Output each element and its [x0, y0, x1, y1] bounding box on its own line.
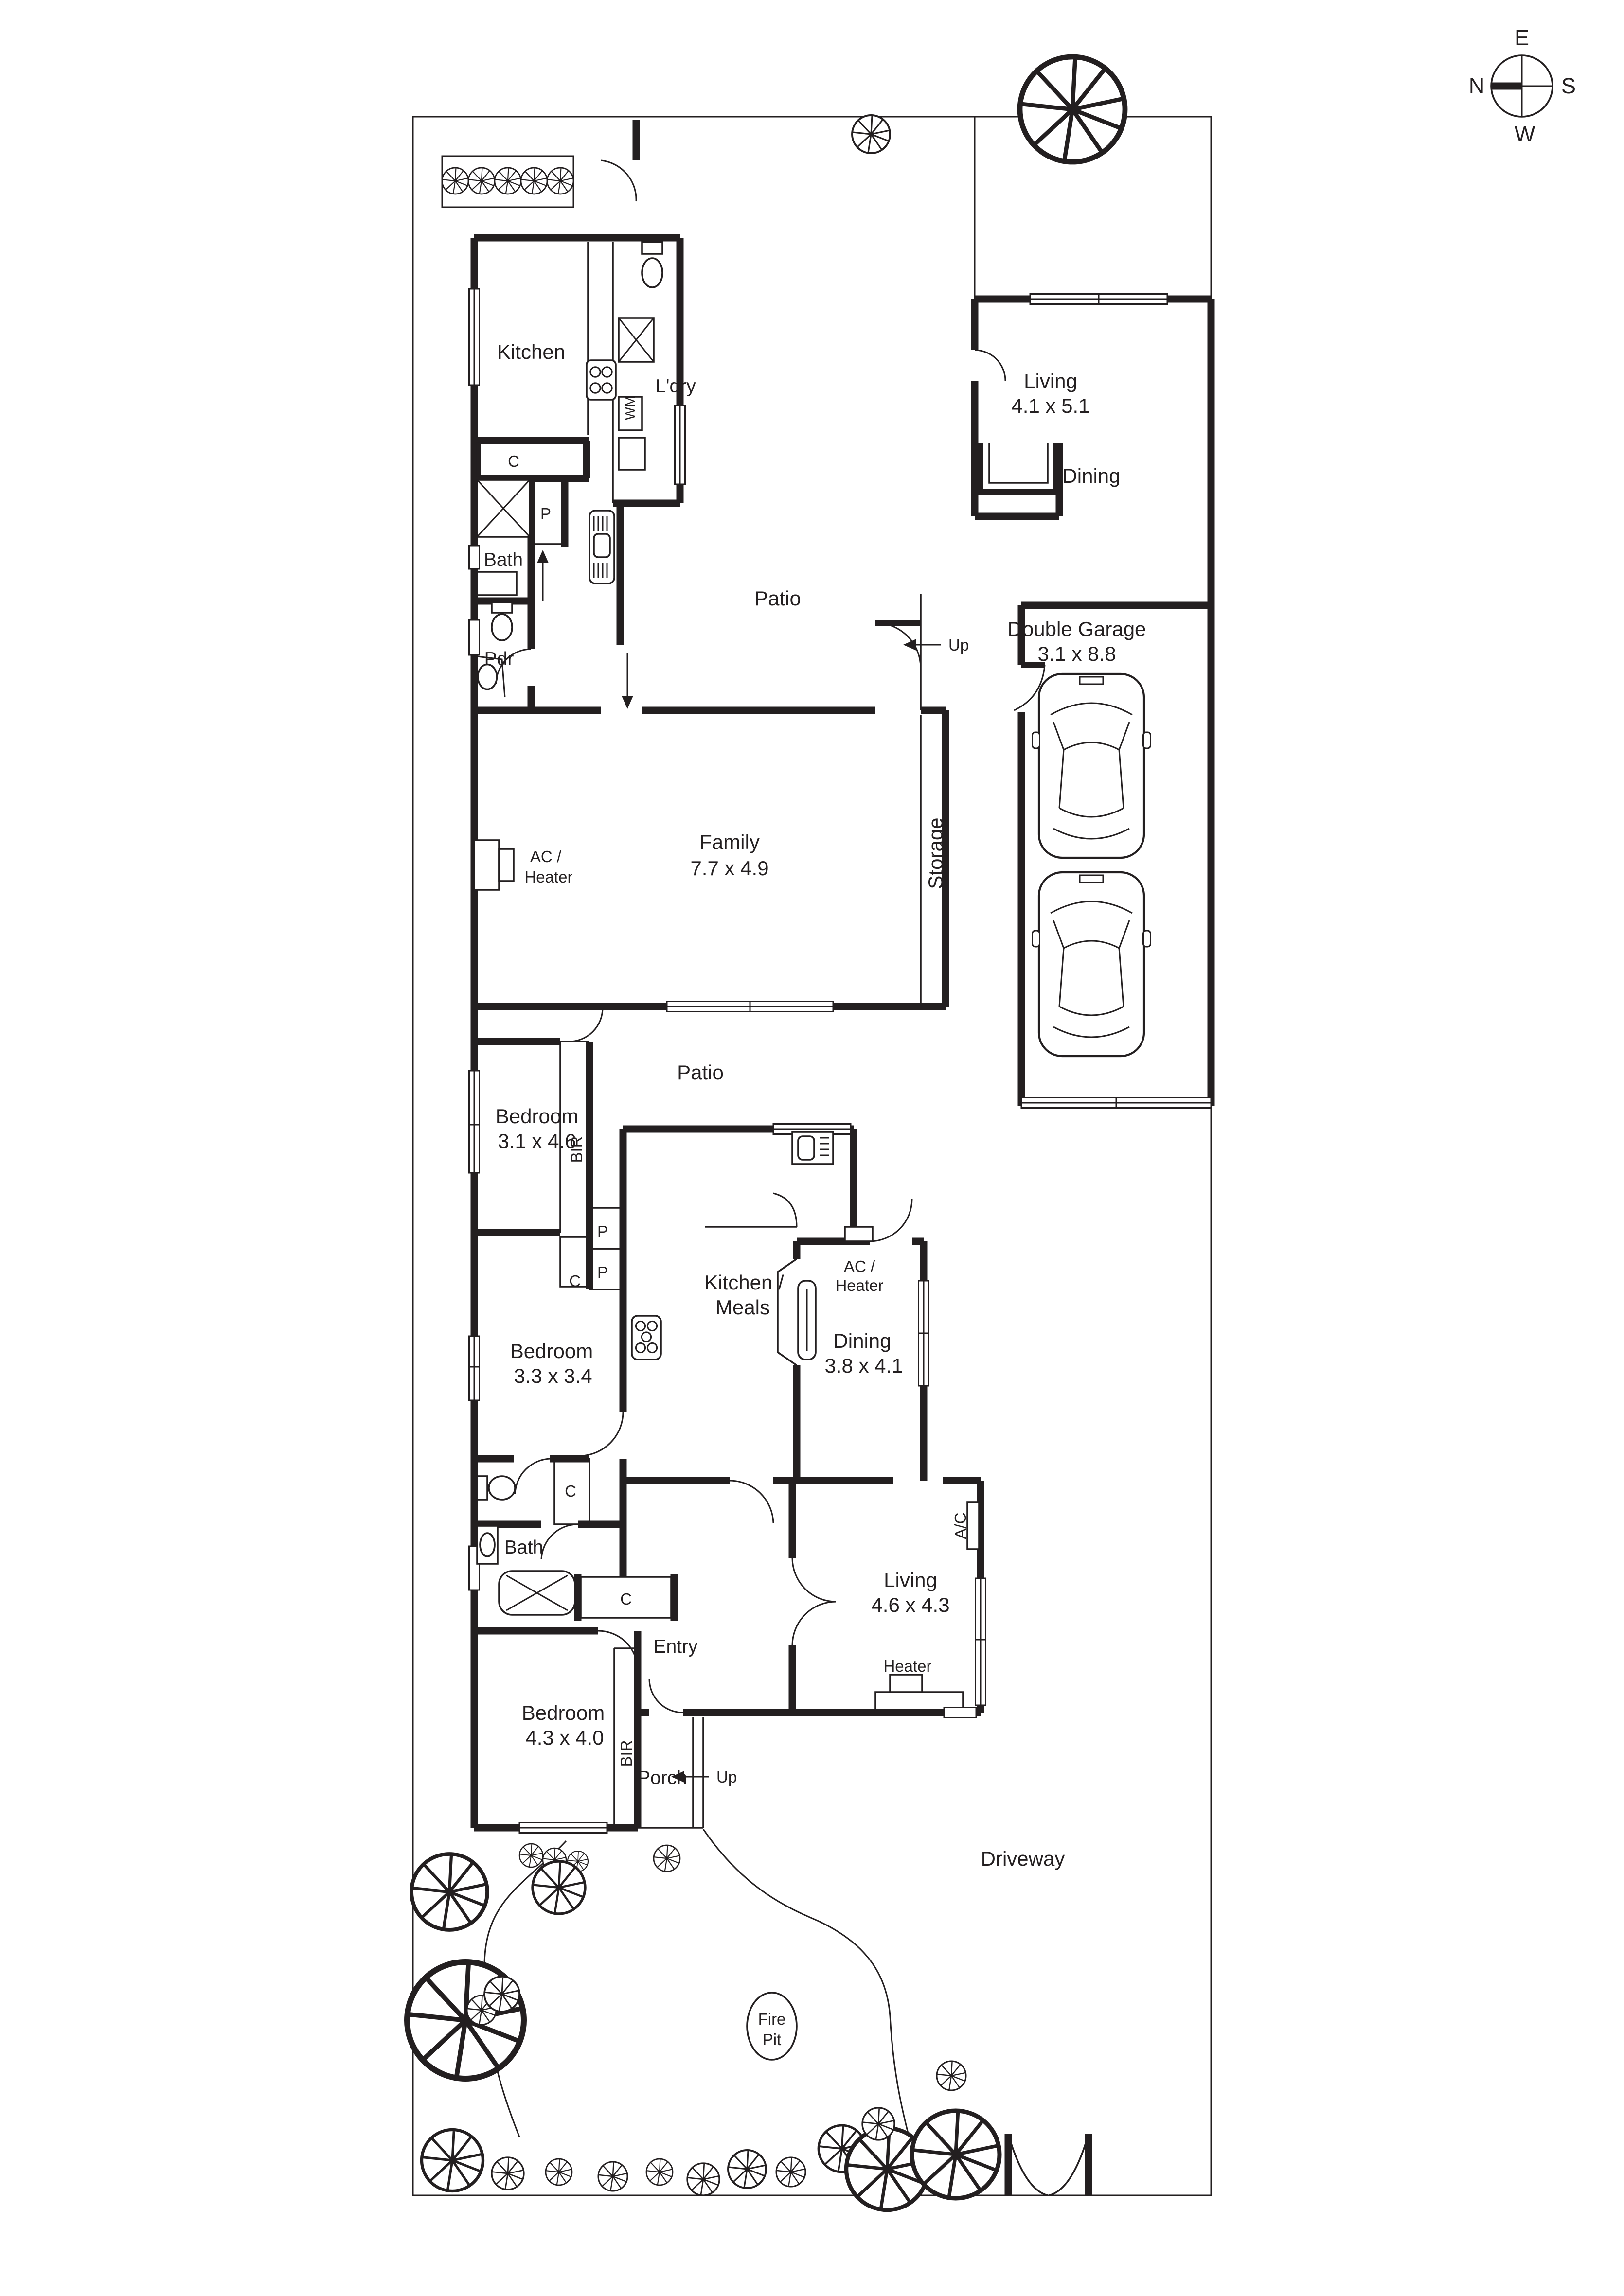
bbq-bench-icon [589, 511, 614, 583]
shrub-icon [442, 168, 468, 194]
bedroom1-label: Bedroom [495, 1105, 579, 1128]
shrub-icon [495, 168, 521, 194]
laundry-label: L'dry [655, 376, 696, 397]
kitchen-label: Kitchen [497, 340, 566, 363]
living-flat-dims: 4.1 x 5.1 [1011, 394, 1090, 417]
room-labels [484, 340, 1146, 2049]
toilet-icon [477, 1476, 515, 1500]
dining-main-label: Dining [833, 1329, 892, 1352]
door-arcs [496, 350, 1045, 1713]
compass-east-label: E [1514, 25, 1530, 51]
shrub-icon [468, 168, 495, 194]
shrub-icon [687, 2163, 719, 2195]
bedroom2-dims: 3.3 x 3.4 [514, 1364, 592, 1387]
pantry-label: P [540, 505, 552, 523]
shrub-icon [484, 1977, 519, 2012]
compass-south-label: S [1561, 73, 1576, 98]
rear-gate [601, 120, 636, 201]
bedroom3-label: Bedroom [521, 1701, 605, 1724]
shrub-icon [492, 2157, 524, 2190]
bir2-label: BIR [617, 1740, 636, 1767]
vanity-icon [477, 572, 517, 595]
living-main-label: Living [884, 1569, 937, 1591]
kitchen-meals-line2: Meals [715, 1296, 770, 1319]
driveway-gate [1008, 2134, 1089, 2195]
toilet-icon [642, 242, 662, 287]
car-icon [1033, 674, 1151, 858]
ac-heater-dining-line1: AC / [843, 1257, 875, 1275]
shrub-icon [519, 1844, 543, 1867]
shrub-icon [546, 2159, 572, 2185]
shower-icon [477, 480, 530, 537]
compass [1469, 25, 1576, 146]
bedroom2-label: Bedroom [510, 1340, 593, 1362]
heater-living-label: Heater [883, 1657, 932, 1675]
shrub-icon [862, 2108, 894, 2140]
ac-heater-family-line2: Heater [524, 868, 573, 886]
shrub-icon [646, 2159, 673, 2185]
tree-icon [533, 1861, 585, 1914]
living-flat-label: Living [1024, 370, 1077, 392]
compass-west-label: W [1514, 122, 1535, 146]
fire-pit-line2: Pit [762, 2031, 782, 2049]
tree-icon [411, 1854, 487, 1930]
tree-icon [912, 2111, 999, 2198]
shrub-icon [521, 168, 547, 194]
patio-mid-label: Patio [677, 1061, 724, 1084]
cooktop-icon [587, 360, 616, 400]
bedroom3-dims: 4.3 x 4.0 [525, 1726, 604, 1749]
living-main-dims: 4.6 x 4.3 [871, 1593, 950, 1616]
shrub-icon [547, 168, 573, 194]
shrub-icon [598, 2162, 627, 2191]
ac-heater-unit-icon [845, 1227, 873, 1241]
cupboard3-label: C [565, 1482, 576, 1500]
sink-icon [792, 1132, 833, 1164]
laundry-appliance-icon [619, 438, 645, 470]
bath2-label: Bath [504, 1537, 544, 1558]
bedroom1-dims: 3.1 x 4.6 [498, 1130, 576, 1152]
washing-machine-label: WM [623, 395, 638, 420]
cupboard-label: C [508, 452, 519, 470]
storage-label: Storage [924, 817, 947, 889]
driveway-label: Driveway [981, 1847, 1065, 1870]
pantry2-label: P [597, 1222, 608, 1240]
compass-north-label: N [1468, 73, 1485, 98]
fire-pit-line1: Fire [758, 2010, 786, 2028]
ac-living-label: A/C [951, 1512, 970, 1539]
laundry-trough-icon [619, 318, 654, 362]
up-arrow-hall [537, 550, 549, 601]
ac-heater-family-line1: AC / [530, 848, 562, 866]
up-patio-label: Up [948, 636, 969, 654]
bir1-label: BIR [568, 1136, 586, 1163]
compass-north-pointer-icon [1491, 83, 1522, 90]
cupboard4-label: C [620, 1590, 632, 1608]
shrub-icon [728, 2150, 766, 2188]
dining-main-dims: 3.8 x 4.1 [824, 1354, 903, 1377]
ac-heater-unit-icon [474, 840, 514, 890]
shrub-icon [776, 2157, 805, 2187]
cupboard2-label: C [569, 1272, 581, 1290]
tree-icon [422, 2130, 483, 2191]
up-porch-label: Up [716, 1768, 737, 1786]
bathtub-icon [499, 1571, 575, 1615]
tree-icon [1020, 57, 1125, 162]
patio-top-label: Patio [754, 587, 801, 610]
entry-label: Entry [653, 1636, 698, 1657]
heater-unit-icon [890, 1675, 922, 1692]
tree-icon [852, 115, 890, 153]
family-dims: 7.7 x 4.9 [690, 857, 769, 880]
garage-dims: 3.1 x 8.8 [1037, 642, 1116, 665]
powder-label: Pdr [484, 649, 514, 670]
dining-flat-label: Dining [1062, 464, 1121, 487]
pantry3-label: P [597, 1263, 608, 1281]
shrub-icon [654, 1845, 680, 1872]
up-arrow-patio [903, 639, 941, 651]
toilet-icon [492, 602, 512, 640]
garage-label: Double Garage [1007, 618, 1146, 640]
kitchen-meals-line1: Kitchen / [704, 1271, 784, 1294]
ac-heater-dining-line2: Heater [835, 1276, 884, 1294]
basin-icon [477, 1526, 498, 1564]
porch-label: Porch [638, 1767, 687, 1788]
cooktop-icon [632, 1316, 661, 1360]
down-arrow-patio [622, 653, 633, 709]
car-icon [1033, 872, 1151, 1056]
shrub-icon [937, 2061, 966, 2090]
family-label: Family [699, 830, 760, 853]
bath1-label: Bath [483, 549, 523, 570]
